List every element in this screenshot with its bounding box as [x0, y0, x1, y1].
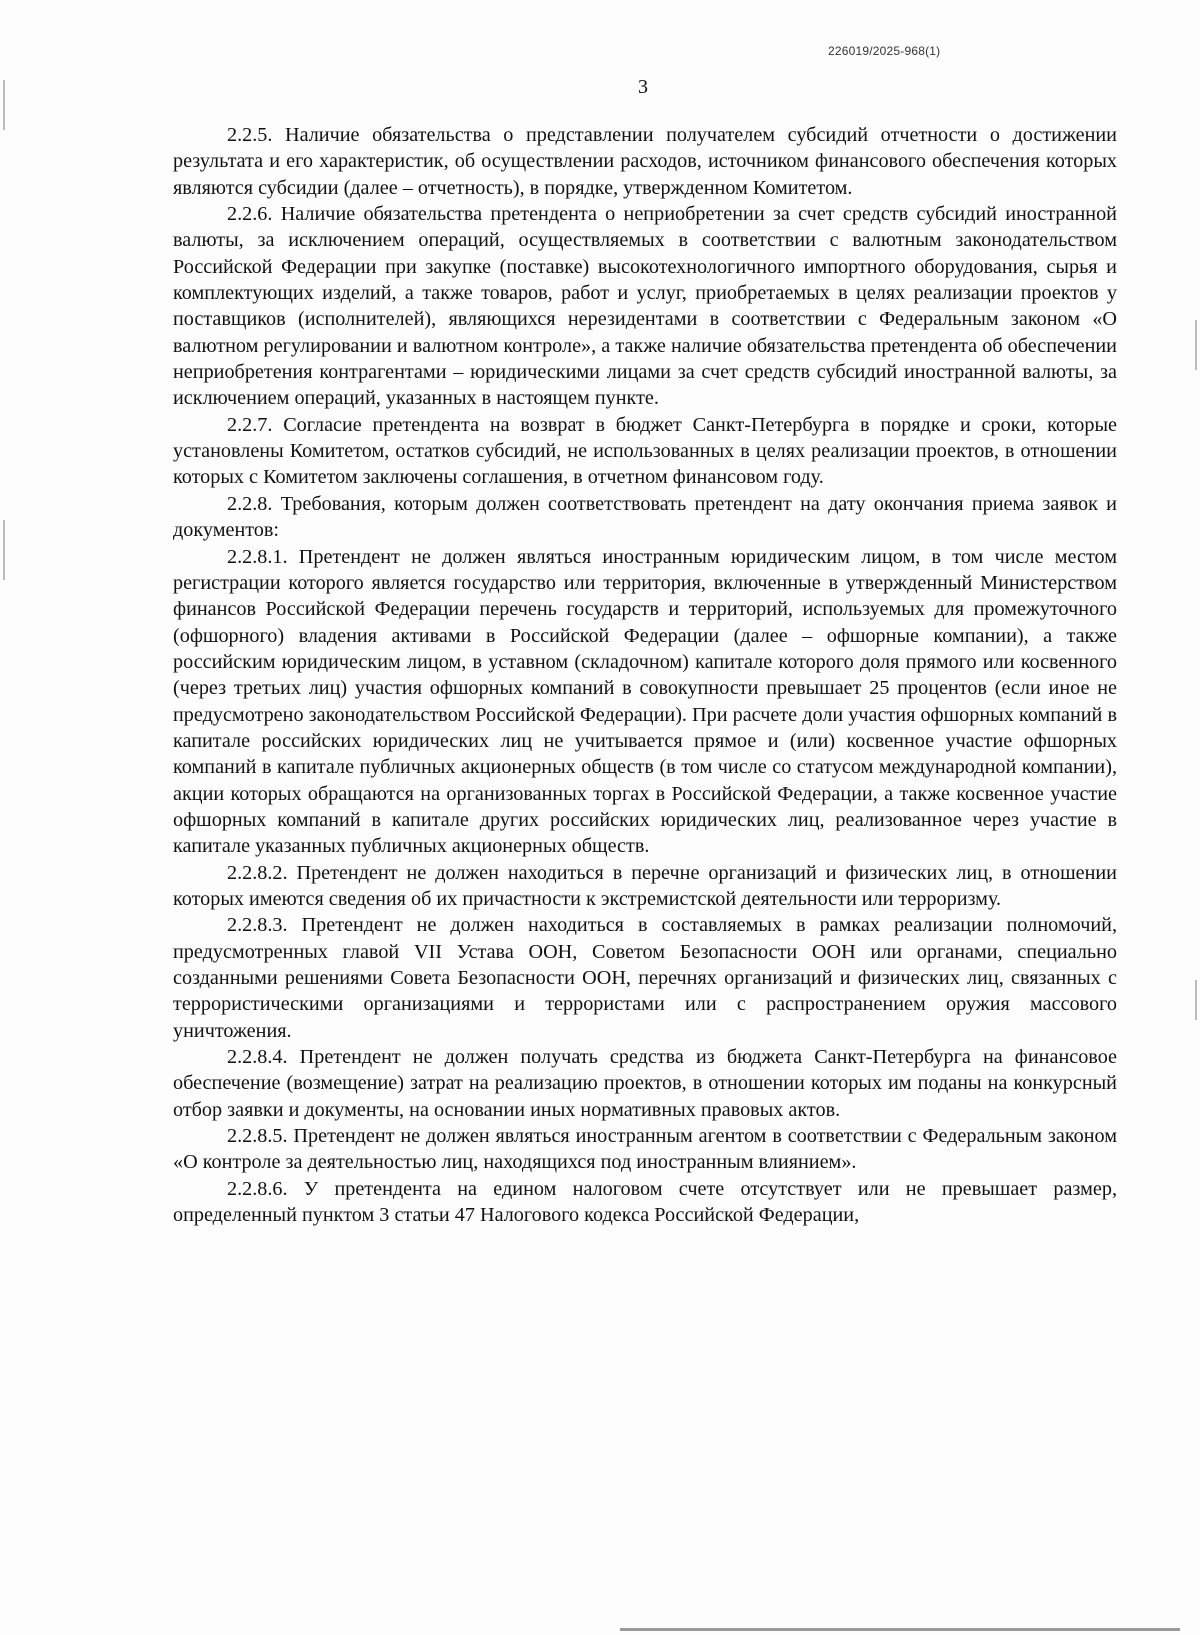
document-body — [173, 122, 1117, 1228]
paragraph-2-2-8: 2.2.8. Требования, которым должен соответствовать претендент на дату окончания приема заявок и документов: — [173, 492, 1117, 542]
paragraph-2-2-8-3: 2.2.8.3. Претендент не должен находиться в составляемых в рамках реализации полномочий, предусмотренных главой VII Устава ООН, Советом Безопасности ООН или органами, специально созданными решениями Совета Безопасности ООН, перечнях организаций и физических лиц, связанных с террористическими организациями и террористами или с распространением оружия массового уничтожения. — [173, 914, 1117, 1042]
scan-edge-mark — [1195, 320, 1197, 370]
paragraph-2-2-8-2: 2.2.8.2. Претендент не должен находиться в перечне организаций и физических лиц, в отношении которых имеются сведения об их причастности к экстремистской деятельности или терроризму. — [173, 861, 1117, 910]
scan-artifact-line — [620, 1628, 1180, 1631]
registration-number: 226019/2025-968(1) — [828, 44, 941, 58]
paragraph-2-2-7: 2.2.7. Согласие претендента на возврат в бюджет Санкт-Петербурга в порядке и сроки, которые установлены Комитетом, остатков субсидий, не использованных в целях реализации проектов, в отношении которых с Комитетом заключены соглашения, в отчетном финансовом году. — [173, 413, 1117, 489]
paragraph-2-2-8-5: 2.2.8.5. Претендент не должен являться иностранным агентом в соответствии с Федеральным законом «О контроле за деятельностью лиц, находящихся под иностранным влиянием». — [173, 1125, 1117, 1174]
paragraph-2-2-6: 2.2.6. Наличие обязательства претендента о неприобретении за счет средств субсидий иностранной валюты, за исключением операций, осуществляемых в соответствии с валютным законодательством Российской Федерации при закупке (поставке) высокотехнологичного импортного оборудования, сырья и комплектующих изделий, а также товаров, работ и услуг, приобретаемых в целях реализации проектов у поставщиков (исполнителей), являющихся нерезидентами в соответствии с Федеральным законом «О валютном регулировании и валютном контроле», а также наличие обязательства претендента об обеспечении неприобретения контрагентами – юридическими лицами за счет средств субсидий иностранной валюты, за исключением операций, указанных в настоящем пункте. — [173, 203, 1117, 410]
paragraph-2-2-8-6: 2.2.8.6. У претендента на едином налоговом счете отсутствует или не превышает размер, определенный пунктом 3 статьи 47 Налогового кодекса Российской Федерации, — [173, 1177, 1117, 1227]
scan-edge-mark — [1195, 980, 1197, 1020]
scan-edge-mark — [3, 520, 5, 580]
paragraph-2-2-8-4: 2.2.8.4. Претендент не должен получать средства из бюджета Санкт-Петербурга на финансовое обеспечение (возмещение) затрат на реализацию проектов, в отношении которых им поданы на конкурсный отбор заявки и документы, на основании иных нормативных правовых актов. — [173, 1046, 1117, 1121]
paragraph-2-2-5: 2.2.5. Наличие обязательства о представлении получателем субсидий отчетности о достижении результата и его характеристик, об осуществлении расходов, источником финансового обеспечения которых являются субсидии (далее – отчетность), в порядке, утвержденном Комитетом. — [173, 124, 1117, 199]
page-number: 3 — [638, 76, 648, 98]
paragraph-2-2-8-1: 2.2.8.1. Претендент не должен являться иностранным юридическим лицом, в том числе местом регистрации которого является государство или территория, включенные в утвержденный Министерством финансов Российской Федерации перечень государств и территорий, используемых для промежуточного (офшорного) владения активами в Российской Федерации (далее – офшорные компании), а также российским юридическим лицом, в уставном (складочном) капитале которого доля прямого или косвенного (через третьих лиц) участия офшорных компаний в совокупности превышает 25 процентов (если иное не предусмотрено законодательством Российской Федерации). При расчете доли участия офшорных компаний в капитале российских юридических лиц не учитывается прямое и (или) косвенное участие офшорных компаний в капитале публичных акционерных обществ (в том числе со статусом международной компании), акции которых обращаются на организованных торгах в Российской Федерации, а также косвенное участие офшорных компаний в капитале других российских юридических лиц, реализованное через участие в капитале указанных публичных акционерных обществ. — [173, 545, 1117, 858]
